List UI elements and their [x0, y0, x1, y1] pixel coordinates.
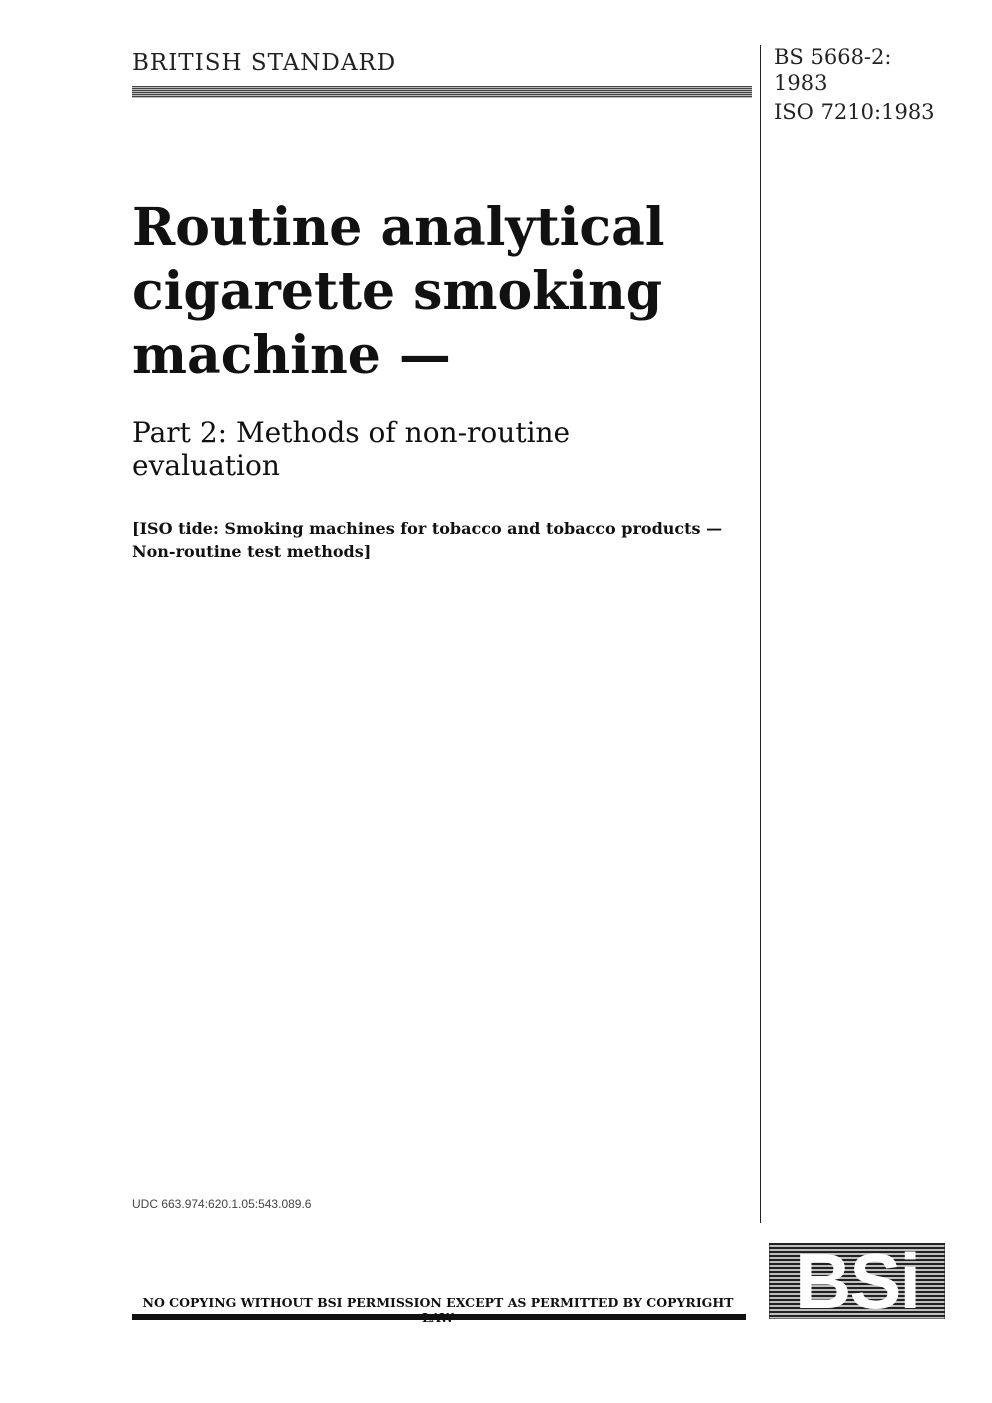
- udc-code: UDC 663.974:620.1.05:543.089.6: [132, 1197, 312, 1211]
- page-title: [132, 196, 732, 388]
- document-type-label: BRITISH STANDARD: [132, 50, 397, 76]
- copyright-notice: NO COPYING WITHOUT BSI PERMISSION EXCEPT AS PERMITTED BY COPYRIGHT: [142, 1295, 734, 1310]
- iso-title-line-2: Non-routine test methods]: [132, 542, 372, 561]
- iso-title-line-1: [ISO tide: Smoking machines for tobacco and tobacco products —: [132, 519, 723, 538]
- vertical-divider: [760, 45, 761, 1223]
- standard-number: [774, 44, 891, 96]
- svg-text:BSi: BSi: [794, 1243, 920, 1319]
- part-subtitle: [132, 416, 732, 482]
- title-line-2: cigarette smoking: [132, 261, 663, 322]
- title-line-3: machine —: [132, 325, 451, 386]
- standard-number-line1: BS 5668-2:: [774, 45, 892, 69]
- iso-title: [132, 517, 772, 563]
- bsi-logo: [769, 1243, 945, 1319]
- part-subtitle-line-2: evaluation: [132, 449, 280, 482]
- footer-rule: [132, 1314, 746, 1320]
- part-subtitle-line-1: Part 2: Methods of non-routine: [132, 416, 571, 449]
- header-rule: [132, 86, 752, 98]
- standard-number-line2: 1983: [774, 71, 828, 95]
- title-line-1: Routine analytical: [132, 197, 665, 258]
- iso-number: ISO 7210:1983: [774, 100, 935, 124]
